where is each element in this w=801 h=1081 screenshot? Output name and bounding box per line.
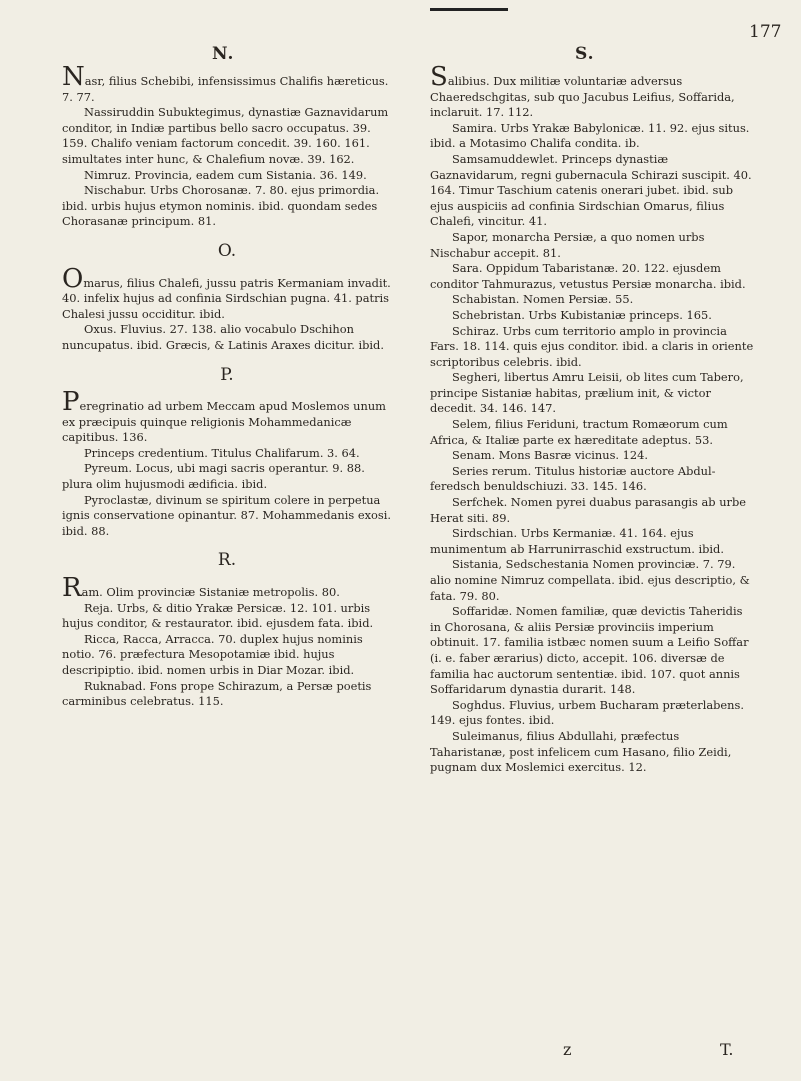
index-entry: Serfchek. Nomen pyrei duabus parasangis ab urbe Herat siti. 89. xyxy=(430,495,747,525)
index-entry: Samsamuddewlet. Princeps dynastiæ Gaznavidarum, regni gubernacula Schirazi suscipit. 40. 164. Timur Taschium catenis onerari jubet. ibid. sub ejus auspiciis ad confinia Sirdschian Omarus, filius Chalefi, vincitur. 41. xyxy=(430,151,752,229)
left-letter-heading: N. xyxy=(212,44,235,64)
index-entry: Sapor, monarcha Persiæ, a quo nomen urbs Nischabur accepit. 81. xyxy=(430,229,705,260)
index-entry: Senam. Mons Basræ vicinus. 124. xyxy=(452,448,649,463)
signature-mark: z xyxy=(563,1040,572,1059)
initial-letter: P xyxy=(62,387,80,418)
index-entry xyxy=(62,62,392,105)
index-entry xyxy=(62,387,392,446)
initial-letter: N xyxy=(62,62,85,92)
section-letter: R. xyxy=(217,550,237,571)
entry-text: marus, filius Chalefi, jussu patris Kermaniam invadit. 40. infelix hujus ad confinia Sirdschian pugna. 41. patris Chalesi jussu occiditur. ibid. xyxy=(62,275,391,321)
index-entry: Soffaridæ. Nomen familiæ, quæ devictis Taheridis in Chorosana, & aliis Persiæ provinciis imperium obtinuit. 17. familia istbæc nomen suum a Leifio Soffar (i. e. faber ærarius) dicto, accepit. 106. diversæ de familia hac auctorum sententiæ. ibid. 107. quot annis Soffaridarum dynastia durarit. 148. xyxy=(430,604,749,697)
section-letter: O. xyxy=(217,240,237,261)
index-entry: Sirdschian. Urbs Kermaniæ. 41. 164. ejus munimentum ab Harrunirraschid exstructum. ibid. xyxy=(430,526,724,556)
index-entry: Nimruz. Provincia, eadem cum Sistania. 36. 149. xyxy=(84,167,367,182)
entry-text: alibius. Dux militiæ voluntariæ adversus Chaeredschgitas, sub quo Jacubus Leifius, Soffarida, inclaruit. 17. 112. xyxy=(430,74,735,120)
index-entry xyxy=(62,263,392,323)
index-entry: Schiraz. Urbs cum territorio amplo in provincia Fars. 18. 114. quis ejus conditor. ibid. a claris in oriente scriptoribus celebris. ibid. xyxy=(430,323,754,369)
index-entry xyxy=(62,573,392,604)
index-entry xyxy=(430,62,755,121)
index-entry: Sara. Oppidum Tabaristanæ. 20. 122. ejusdem conditor Tahmurazus, vetustus Persiæ monarcha. ibid. xyxy=(430,261,746,291)
index-entry: Segheri, libertus Amru Leisii, ob lites cum Tabero, principe Sistaniæ habitas, prælium init, & victor decedit. 34. 146. 147. xyxy=(430,370,744,416)
section-letter: P. xyxy=(220,364,234,385)
index-entry: Nassiruddin Subuktegimus, dynastiæ Gaznavidarum conditor, in Indiæ partibus bello sacro occupatus. 39. 159. Chalifo veniam factorum concedit. 39. 160. 161. simultates inter hunc, & Chalefium novæ. 39. 162. xyxy=(62,105,389,166)
index-entry: Selem, filius Feriduni, tractum Romæorum cum Africa, & Italiæ parte ex hæreditate adeptus. 53. xyxy=(430,417,728,447)
entry-text: asr, filius Schebibi, infensissimus Chalifis hæreticus. 7. 77. xyxy=(62,74,389,104)
catchword: T. xyxy=(720,1040,734,1059)
index-entry: Suleimanus, filius Abdullahi, præfectus Taharistanæ, post infelicem cum Hasano, filio Zeidi, pugnam dux Moslemici exercitus. 12. xyxy=(430,728,732,775)
header-rule xyxy=(430,8,508,11)
index-entry: Soghdus. Fluvius, urbem Bucharam præterlabens. 149. ejus fontes. ibid. xyxy=(430,697,744,728)
page-number: 177 xyxy=(749,22,782,42)
index-entry: Pyreum. Locus, ubi magi sacris operantur. 9. 88. plura olim hujusmodi ædificia. ibid. xyxy=(62,461,365,492)
index-entry: Schabistan. Nomen Persiæ. 55. xyxy=(452,292,634,307)
index-entry: Series rerum. Titulus historiæ auctore Abdul-feredsch benuldschiuzi. 33. 145. 146. xyxy=(430,463,716,494)
index-entry: Princeps credentium. Titulus Chalifarum. 3. 64. xyxy=(84,445,360,460)
index-entry: Nischabur. Urbs Chorosanæ. 7. 80. ejus primordia. ibid. urbis hujus etymon nominis. ibid. quondam sedes Chorasanæ principum. 81. xyxy=(62,183,380,229)
index-entry: Sistania, Sedschestania Nomen provinciæ. 7. 79. alio nomine Nimruz compellata. ibid. ejus descriptio, & fata. 79. 80. xyxy=(430,557,750,603)
left-column xyxy=(62,62,392,710)
index-entry: Samira. Urbs Yrakæ Babylonicæ. 11. 92. ejus situs. ibid. a Motasimo Chalifa condita. ib. xyxy=(430,120,750,151)
right-column xyxy=(430,62,755,776)
index-entry: Ruknabad. Fons prope Schirazum, a Persæ poetis carminibus celebratus. 115. xyxy=(62,678,372,709)
index-entry: Pyroclastæ, divinum se spiritum colere in perpetua ignis conservatione opinantur. 87. Mohammedanis exosi. ibid. 88. xyxy=(62,492,391,538)
index-entry: Reja. Urbs, & ditio Yrakæ Persicæ. 12. 101. urbis hujus conditor, & restaurator. ibid. ejusdem fata. ibid. xyxy=(62,600,374,631)
initial-letter: R xyxy=(62,573,82,604)
initial-letter: S xyxy=(430,62,448,92)
index-entry: Schebristan. Urbs Kubistaniæ princeps. 165. xyxy=(452,307,712,322)
entry-text: am. Olim provinciæ Sistaniæ metropolis. 80. xyxy=(81,585,340,600)
entry-text: eregrinatio ad urbem Meccam apud Moslemos unum ex præcipuis quinque religionis Mohammedanicæ capitibus. 136. xyxy=(62,399,386,445)
index-entry: Oxus. Fluvius. 27. 138. alio vocabulo Dschihon nuncupatus. ibid. Græcis, & Latinis Araxes dicitur. ibid. xyxy=(62,322,384,352)
initial-letter: O xyxy=(62,263,84,294)
right-letter-heading: S. xyxy=(575,44,595,64)
index-entry: Ricca, Racca, Arracca. 70. duplex hujus nominis notio. 76. præfectura Mesopotamiæ ibid. hujus descripiptio. ibid. nomen urbis in Diar Mozar. ibid. xyxy=(62,631,363,677)
